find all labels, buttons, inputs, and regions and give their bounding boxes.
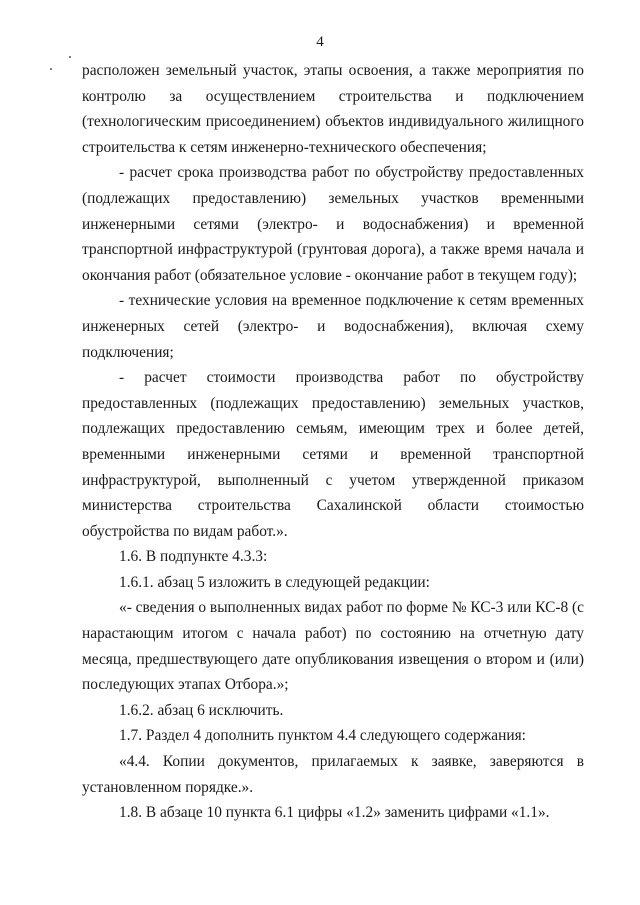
- paragraph-clause-1-6-2: 1.6.2. абзац 6 исключить.: [119, 701, 284, 719]
- paragraph-cost-calculation: - расчет стоимости производства работ по обустройству предоставленных (подлежащих предоставлению) земельных участков, подлежащих предоставлению семьям, имеющим трех и более детей, временными инженерными сетями и временной транспортной инфраструктурой, выполненный с учетом утвержденной приказом министерства строительства Сахалинской области стоимостью обустройства по видам работ.».: [82, 369, 584, 540]
- paragraph-clause-1-6-1: 1.6.1. абзац 5 изложить в следующей редакции:: [119, 573, 430, 591]
- paragraph-clause-1-6: 1.6. В подпункте 4.3.3:: [119, 548, 268, 566]
- paragraph-clause-4-4: «4.4. Копии документов, прилагаемых к заявке, заверяются в установленном порядке.».: [82, 753, 584, 796]
- document-body: [82, 58, 584, 826]
- scan-artifact-dot: [50, 68, 52, 70]
- paragraph-clause-1-8: 1.8. В абзаце 10 пункта 6.1 цифры «1.2» заменить цифрами «1.1».: [119, 804, 550, 822]
- page-number: 4: [316, 34, 324, 50]
- paragraph-continuation: расположен земельный участок, этапы освоения, а также мероприятия по контролю за осуществлением строительства и подключением (технологическим присоединением) объектов индивидуального жилищного строительства к сетям инженерно-технического обеспечения;: [82, 62, 584, 156]
- paragraph-work-schedule: - расчет срока производства работ по обустройству предоставленных (подлежащих предоставлению) земельных участков временными инженерными сетями (электро- и водоснабжения) и временной транспортной инфраструктурой (грунтовая дорога), а также время начала и окончания работ (обязательное условие - окончание работ в текущем году);: [82, 164, 584, 284]
- paragraph-ks-forms: «- сведения о выполненных видах работ по форме № КС-3 или КС-8 (с нарастающим итогом с начала работ) по состоянию на отчетную дату месяца, предшествующего дате опубликования извещения о втором и (или) последующих этапах Отбора.»;: [82, 599, 584, 694]
- paragraph-clause-1-7: 1.7. Раздел 4 дополнить пунктом 4.4 следующего содержания:: [119, 727, 526, 745]
- paragraph-technical-conditions: - технические условия на временное подключение к сетям временных инженерных сетей (электро- и водоснабжения), включая схему подключения;: [82, 292, 584, 361]
- scan-artifact-dot: [69, 56, 71, 58]
